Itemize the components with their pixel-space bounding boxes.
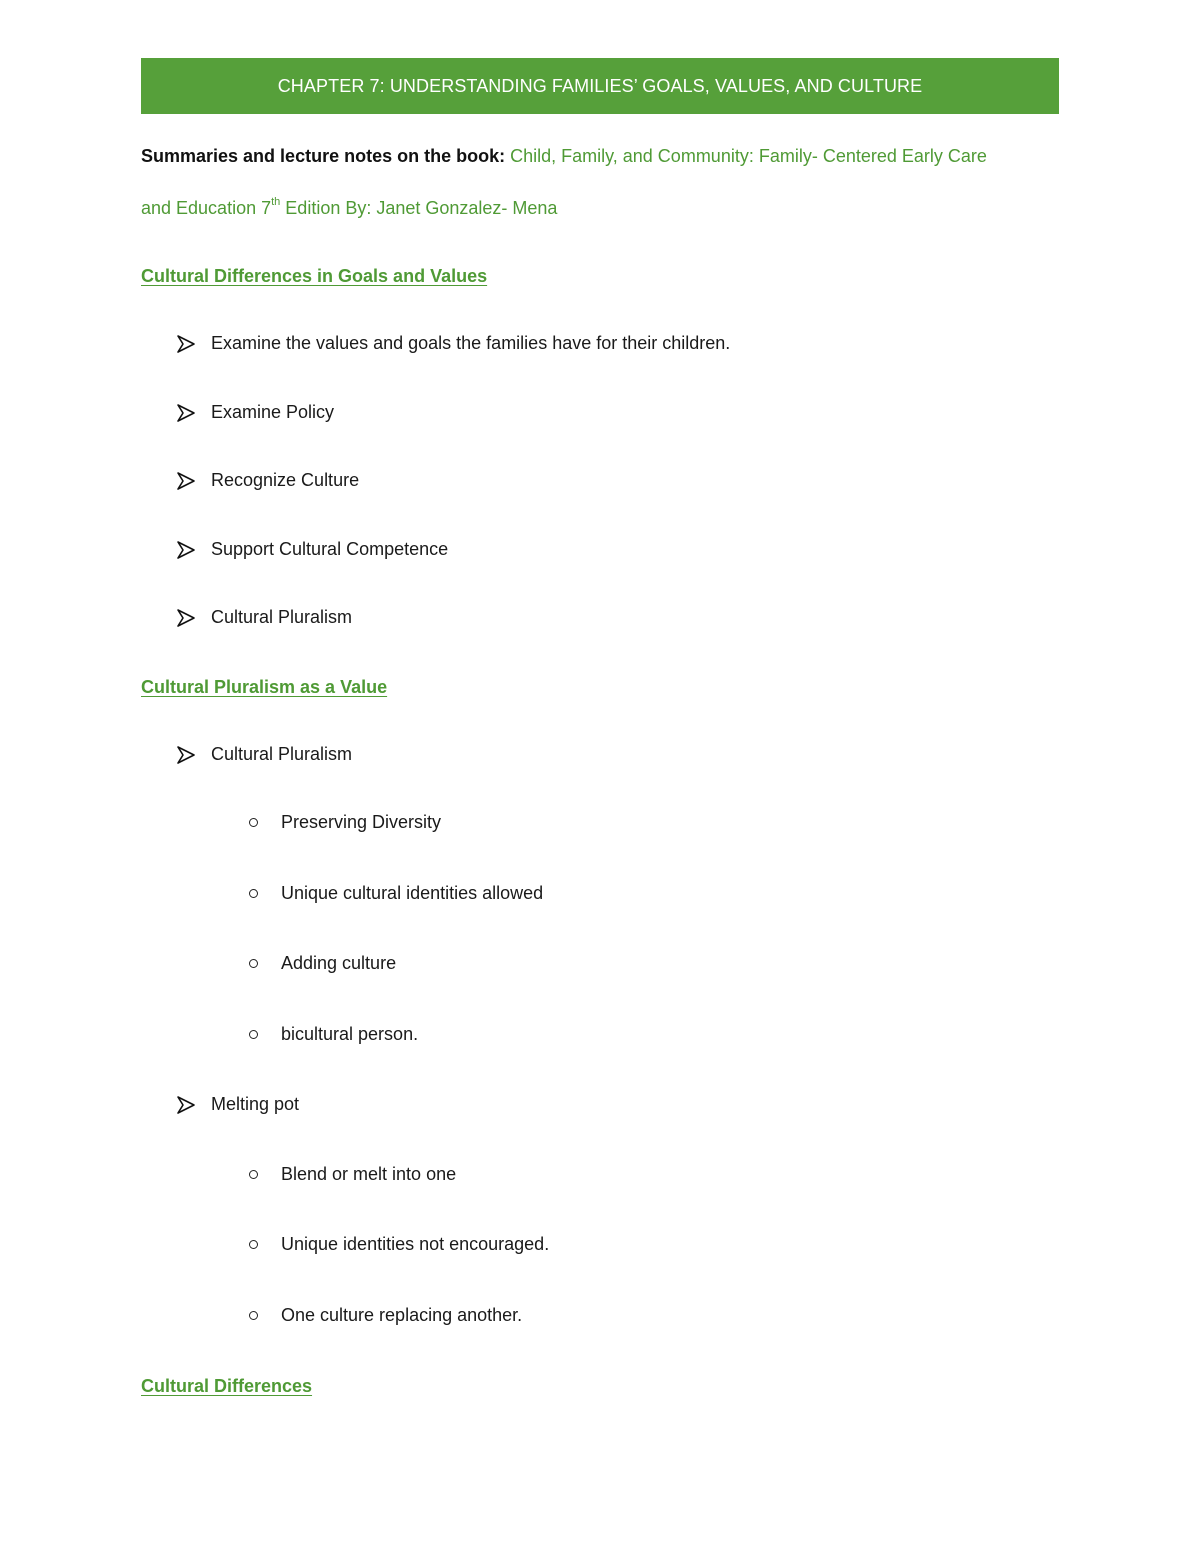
sub-list-item — [249, 812, 441, 833]
hollow-circle-bullet-icon — [249, 1170, 258, 1179]
arrowhead-bullet-icon — [176, 403, 196, 423]
list-item-text: Examine Policy — [211, 402, 335, 422]
book-title-line-2: and Education 7 — [141, 198, 272, 218]
list-item — [176, 607, 352, 628]
intro-line-1 — [141, 145, 987, 167]
arrowhead-bullet-icon — [176, 334, 196, 354]
sub-list-item — [249, 1234, 549, 1255]
hollow-circle-bullet-icon — [249, 1311, 258, 1320]
hollow-circle-bullet-icon — [249, 1240, 258, 1249]
list-item — [176, 1094, 299, 1115]
sub-list-item — [249, 1305, 522, 1326]
book-author: Edition By: Janet Gonzalez- Mena — [280, 198, 558, 218]
hollow-circle-bullet-icon — [249, 1030, 258, 1039]
sub-list-item-text: Preserving Diversity — [281, 812, 442, 832]
sub-list-item — [249, 883, 543, 904]
list-item — [176, 402, 334, 423]
book-title-line-1: Child, Family, and Community: Family- Centered Early Care — [510, 146, 987, 166]
hollow-circle-bullet-icon — [249, 818, 258, 827]
edition-superscript: th — [271, 196, 281, 208]
list-item-text: Support Cultural Competence — [211, 539, 449, 559]
list-item — [176, 539, 448, 560]
arrowhead-bullet-icon — [176, 608, 196, 628]
intro-line-2 — [141, 197, 557, 219]
list-item-text: Examine the values and goals the families have for their children. — [211, 333, 731, 353]
sub-list-item-text: One culture replacing another. — [281, 1305, 523, 1325]
sub-list-item — [249, 1024, 418, 1045]
section-heading-cultural-differences: Cultural Differences — [141, 1376, 313, 1396]
arrowhead-bullet-icon — [176, 471, 196, 491]
arrowhead-bullet-icon — [176, 1095, 196, 1115]
arrowhead-bullet-icon — [176, 745, 196, 765]
list-item-text: Cultural Pluralism — [211, 744, 353, 764]
list-item — [176, 744, 352, 765]
list-item — [176, 470, 359, 491]
sub-list-item-text: Blend or melt into one — [281, 1164, 457, 1184]
hollow-circle-bullet-icon — [249, 959, 258, 968]
intro-lead: Summaries and lecture notes on the book: — [141, 146, 506, 166]
chapter-title: CHAPTER 7: UNDERSTANDING FAMILIES’ GOALS, VALUES, AND CULTURE — [277, 75, 923, 96]
chapter-banner — [141, 58, 1059, 114]
section-heading-pluralism-value: Cultural Pluralism as a Value — [141, 677, 388, 697]
sub-list-item-text: Unique cultural identities allowed — [281, 883, 544, 903]
hollow-circle-bullet-icon — [249, 889, 258, 898]
sub-list-item — [249, 953, 396, 974]
section-heading-goals-values: Cultural Differences in Goals and Values — [141, 266, 488, 286]
list-item — [176, 333, 730, 354]
list-item-text: Melting pot — [211, 1094, 300, 1114]
sub-list-item-text: bicultural person. — [281, 1024, 419, 1044]
list-item-text: Recognize Culture — [211, 470, 360, 490]
sub-list-item — [249, 1164, 456, 1185]
sub-list-item-text: Unique identities not encouraged. — [281, 1234, 550, 1254]
arrowhead-bullet-icon — [176, 540, 196, 560]
sub-list-item-text: Adding culture — [281, 953, 397, 973]
list-item-text: Cultural Pluralism — [211, 607, 353, 627]
